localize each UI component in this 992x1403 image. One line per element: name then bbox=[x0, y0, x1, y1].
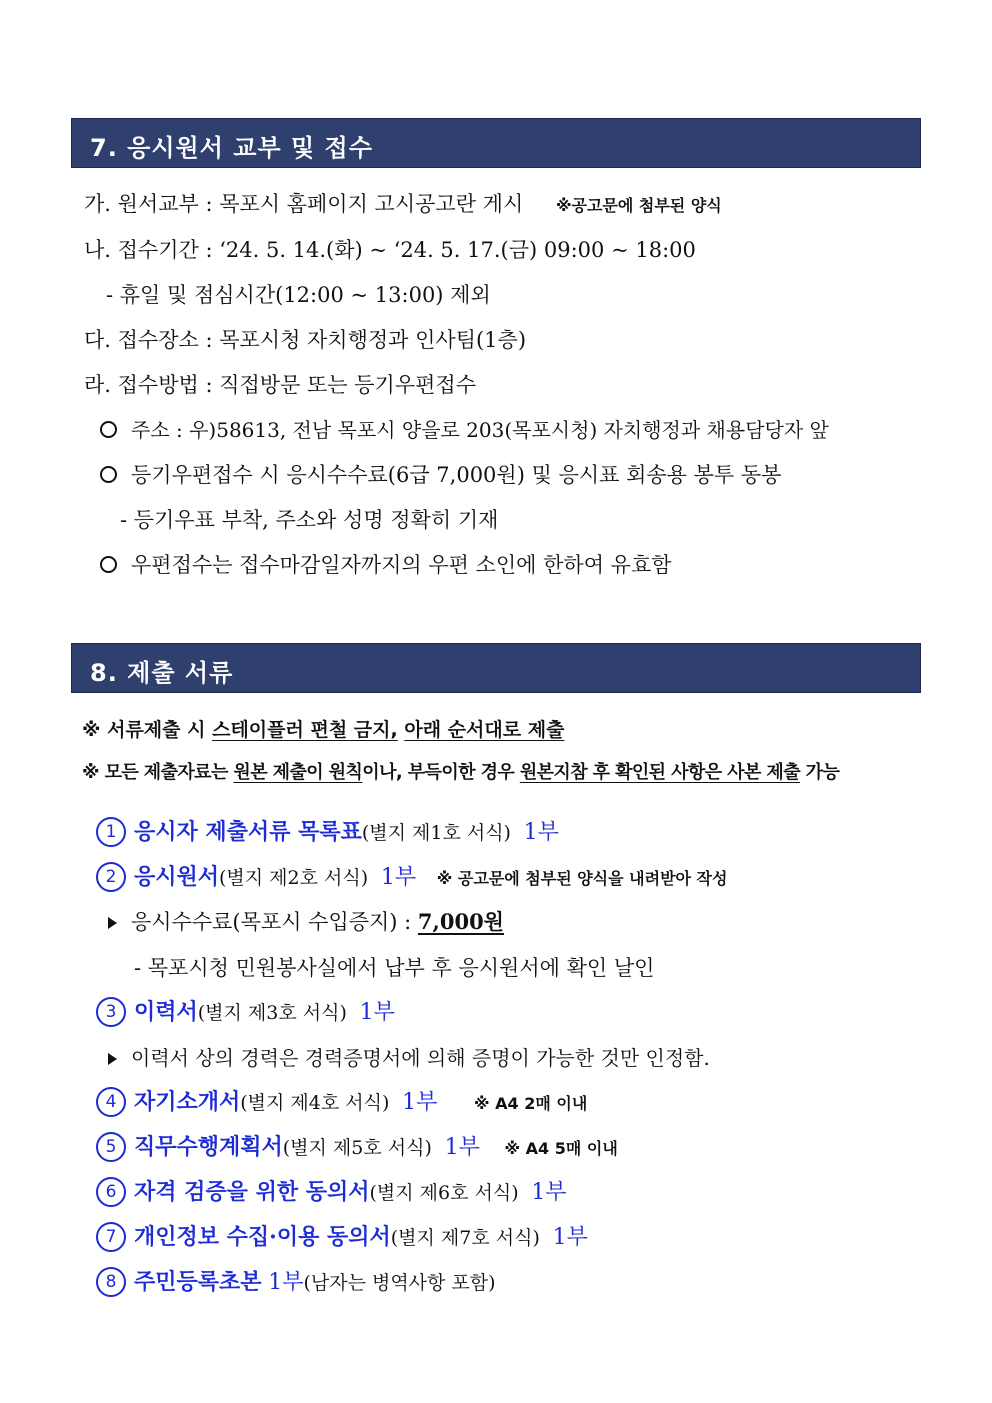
doc-item-3 bbox=[96, 998, 395, 1029]
section-8-header bbox=[71, 643, 921, 693]
bullet-mail-text: 등기우편접수 시 응시수수료(6급 7,000원) 및 응시표 회송용 봉투 동봉 bbox=[131, 463, 782, 487]
doc-item-1-form: (별지 제1호 서식) bbox=[361, 822, 511, 844]
doc-item-7-count: 1부 bbox=[552, 1225, 588, 1250]
doc-item-2-count: 1부 bbox=[380, 865, 417, 890]
career-line bbox=[108, 1044, 710, 1072]
circle-bullet-icon bbox=[100, 421, 117, 438]
item-number-badge: 1 bbox=[96, 817, 126, 847]
doc-item-8-count: 1부 bbox=[268, 1270, 304, 1295]
item-number-badge: 8 bbox=[96, 1267, 126, 1297]
item-na-sub: - 휴일 및 점심시간(12:00 ~ 13:00) 제외 bbox=[106, 283, 491, 307]
circle-bullet-icon bbox=[100, 466, 117, 483]
notice-2-prefix: ※ 모든 제출자료는 bbox=[82, 762, 234, 783]
doc-item-5-note: ※ A4 5매 이내 bbox=[504, 1139, 618, 1158]
doc-item-7-form: (별지 제7호 서식) bbox=[390, 1227, 540, 1249]
doc-item-8 bbox=[96, 1268, 496, 1299]
section-7-title: 7. 응시원서 교부 및 접수 bbox=[90, 134, 373, 162]
doc-item-6-title: 자격 검증을 위한 동의서 bbox=[134, 1179, 370, 1205]
doc-item-5-count: 1부 bbox=[444, 1135, 480, 1160]
bullet-address bbox=[100, 416, 829, 444]
triangle-bullet-icon bbox=[108, 917, 117, 929]
fee-line bbox=[108, 908, 504, 936]
fee-label: 응시수수료(목포시 수입증지) : bbox=[131, 910, 418, 934]
doc-item-6-form: (별지 제6호 서식) bbox=[369, 1182, 519, 1204]
doc-item-4-count: 1부 bbox=[402, 1090, 438, 1115]
section-8-title: 8. 제출 서류 bbox=[90, 659, 234, 687]
bullet-address-text: 주소 : 우)58613, 전남 목포시 양을로 203(목포시청) 자치행정과 채용담당자 앞 bbox=[131, 418, 829, 442]
bullet-postmark bbox=[100, 551, 672, 579]
doc-item-3-title: 이력서 bbox=[134, 999, 198, 1025]
item-number-badge: 5 bbox=[96, 1132, 126, 1162]
notice-1-underline-2: 아래 순서대로 제출 bbox=[404, 719, 565, 741]
doc-item-6 bbox=[96, 1178, 567, 1209]
doc-item-2-note: ※ 공고문에 첨부된 양식을 내려받아 작성 bbox=[436, 869, 728, 888]
doc-item-8-title: 주민등록초본 bbox=[134, 1269, 262, 1295]
item-ga bbox=[84, 190, 722, 220]
doc-item-3-count: 1부 bbox=[359, 1000, 395, 1025]
doc-item-4 bbox=[96, 1088, 587, 1119]
bullet-mail bbox=[100, 461, 781, 489]
doc-item-5-form: (별지 제5호 서식) bbox=[282, 1137, 432, 1159]
doc-item-1-count: 1부 bbox=[523, 820, 559, 845]
doc-item-5-title: 직무수행계획서 bbox=[134, 1134, 283, 1160]
circle-bullet-icon bbox=[100, 556, 117, 573]
doc-item-2-title: 응시원서 bbox=[134, 864, 220, 890]
fee-amount: 7,000원 bbox=[417, 909, 504, 934]
doc-item-4-title: 자기소개서 bbox=[134, 1089, 241, 1115]
item-ga-label: 가. 원서교부 : 목포시 홈페이지 고시공고란 게시 bbox=[84, 192, 524, 216]
doc-item-3-form: (별지 제3호 서식) bbox=[197, 1002, 347, 1024]
doc-item-7 bbox=[96, 1223, 588, 1254]
item-number-badge: 6 bbox=[96, 1177, 126, 1207]
item-number-badge: 3 bbox=[96, 997, 126, 1027]
item-number-badge: 4 bbox=[96, 1087, 126, 1117]
doc-item-1-title: 응시자 제출서류 목록표 bbox=[134, 819, 362, 845]
career-text: 이력서 상의 경력은 경력증명서에 의해 증명이 가능한 것만 인정함. bbox=[131, 1046, 710, 1070]
notice-2 bbox=[82, 759, 839, 787]
item-na bbox=[84, 236, 696, 264]
item-number-badge: 2 bbox=[96, 862, 126, 892]
doc-item-2-form: (별지 제2호 서식) bbox=[219, 867, 369, 889]
notice-2-mid: 이나, 부득이한 경우 bbox=[362, 762, 520, 783]
section-7-header bbox=[71, 118, 921, 168]
notice-1-prefix: ※ 서류제출 시 bbox=[82, 719, 213, 741]
item-number-badge: 7 bbox=[96, 1222, 126, 1252]
notice-1-underline-1: 스테이플러 편철 금지, bbox=[212, 719, 398, 741]
doc-item-1 bbox=[96, 818, 559, 849]
triangle-bullet-icon bbox=[108, 1053, 117, 1065]
notice-2-suffix: 가능 bbox=[799, 762, 840, 783]
doc-item-6-count: 1부 bbox=[531, 1180, 567, 1205]
doc-item-7-title: 개인정보 수집·이용 동의서 bbox=[134, 1224, 391, 1250]
doc-item-8-form: (남자는 병역사항 포함) bbox=[303, 1272, 496, 1294]
notice-2-underline-1: 원본 제출이 원칙 bbox=[233, 762, 363, 783]
item-ra: 라. 접수방법 : 직접방문 또는 등기우편접수 bbox=[84, 373, 476, 397]
item-da: 다. 접수장소 : 목포시청 자치행정과 인사팀(1층) bbox=[84, 328, 527, 352]
doc-item-2 bbox=[96, 863, 727, 894]
item-na-label: 나. 접수기간 : ‘24. 5. 14.(화) ~ ‘24. 5. 17.(금) 09:00 ~ 18:00 bbox=[84, 238, 696, 262]
fee-sub: - 목포시청 민원봉사실에서 납부 후 응시원서에 확인 날인 bbox=[134, 956, 655, 980]
doc-item-4-form: (별지 제4호 서식) bbox=[240, 1092, 390, 1114]
notice-1 bbox=[82, 716, 564, 744]
item-ga-note: ※공고문에 첨부된 양식 bbox=[555, 196, 722, 215]
bullet-mail-sub: - 등기우표 부착, 주소와 성명 정확히 기재 bbox=[120, 508, 499, 532]
doc-item-5 bbox=[96, 1133, 618, 1164]
doc-item-4-note: ※ A4 2매 이내 bbox=[474, 1094, 588, 1113]
notice-2-underline-2: 원본지참 후 확인된 사항은 사본 제출 bbox=[519, 762, 800, 783]
bullet-postmark-text: 우편접수는 접수마감일자까지의 우편 소인에 한하여 유효함 bbox=[131, 553, 672, 577]
